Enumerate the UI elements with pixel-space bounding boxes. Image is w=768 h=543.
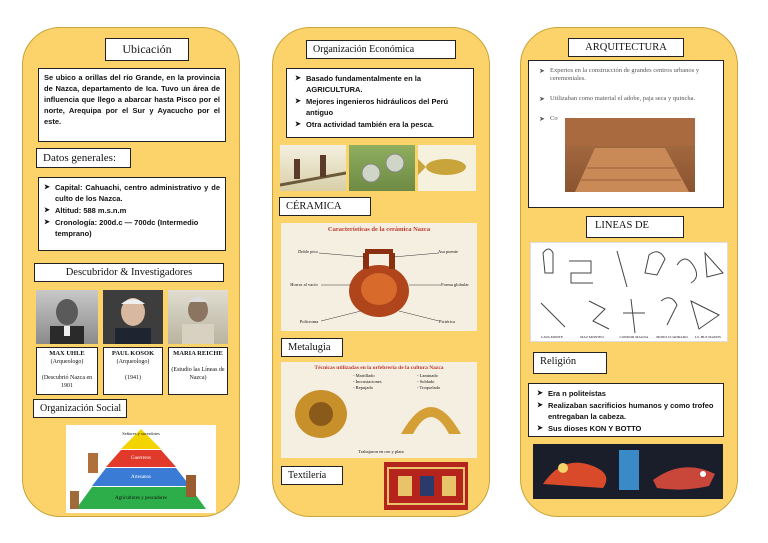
datos-item: ➤ Capital: Cahuachi, centro administrativo y de culto de los Nazca. bbox=[44, 182, 220, 204]
arquitectura-title: ARQUITECTURA bbox=[568, 38, 684, 57]
lineas-caption: MONO CUADRADO bbox=[656, 335, 688, 339]
datos-item: ➤ Cronología: 200d.c — 700dc (Intermedio temprano) bbox=[44, 217, 220, 239]
religion-title: Religión bbox=[533, 352, 607, 374]
ceramica-label: Asa puente bbox=[437, 249, 459, 254]
ceramica-label: Pictórica bbox=[439, 319, 455, 324]
ceramica-label: Doble pico bbox=[298, 249, 318, 254]
arquitectura-item: ➤ Co bbox=[539, 115, 713, 123]
lineas-caption: MAZ MONTEO bbox=[580, 335, 604, 339]
ceramica-label: Forma globular bbox=[441, 282, 469, 287]
lineas-caption: CAVA MONTE bbox=[540, 335, 564, 339]
max-uhle-photo bbox=[36, 290, 98, 344]
datos-box bbox=[38, 177, 226, 251]
metal-technique: - Repujado bbox=[353, 385, 373, 390]
metal-technique: - Laminado bbox=[417, 373, 438, 378]
religion-item: ➤ Sus dioses KON Y BOTTO bbox=[537, 423, 715, 434]
paul-kosok-photo bbox=[103, 290, 163, 344]
economica-title: Organización Económica bbox=[306, 40, 456, 59]
pyramid-level: Guerreros bbox=[131, 456, 151, 461]
ceramica-label: Horror al vacío bbox=[290, 282, 318, 287]
person-role: (Arqueologo) bbox=[50, 359, 84, 365]
metalurgia-title: Metalugia bbox=[281, 338, 343, 357]
lineas-image bbox=[530, 242, 728, 342]
religion-box bbox=[528, 383, 724, 437]
descubridor-title: Descubridor & Investigadores bbox=[34, 263, 224, 282]
economica-box bbox=[286, 68, 474, 138]
religion-item: ➤ Realizaban sacrificios humanos y como trofeo entregaban la cabeza. bbox=[537, 400, 715, 422]
maria-reiche-photo bbox=[168, 290, 228, 344]
ubicacion-title: Ubicación bbox=[105, 38, 189, 61]
agriculture-image bbox=[280, 145, 346, 191]
person-name: MARIA REICHE bbox=[173, 350, 223, 357]
arquitectura-item: ➤ Utilizaban como material el adobe, paja seca y quincha. bbox=[539, 95, 713, 103]
social-title: Organización Social bbox=[33, 399, 127, 418]
person-role: (Arqueologo) bbox=[116, 359, 150, 365]
lineas-title: LINEAS DE bbox=[586, 216, 684, 238]
datos-item: ➤ Altitud: 588 m.s.n.m bbox=[44, 205, 220, 216]
datos-title: Datos generales: bbox=[36, 148, 131, 168]
metal-technique: - Soldado bbox=[417, 379, 435, 384]
caption-maria-reiche bbox=[168, 347, 228, 395]
caption-paul-kosok bbox=[103, 347, 163, 395]
lineas-caption: CONDOR MAGNA bbox=[619, 335, 649, 339]
metal-technique: - Incrustaciones bbox=[353, 379, 382, 384]
ceramica-chart bbox=[281, 223, 477, 331]
metal-label-left bbox=[353, 373, 397, 391]
ubicacion-text: Se ubico a orillas del río Grande, en la provincia de Nazca, departamento de Ica. Tuvo un área de influencia que llego a abarcar hasta Pisco por el norte, Arequipa por el Sur y Ayacucho por el este. bbox=[38, 68, 226, 142]
lineas-caption: LS. BLE MANOS bbox=[695, 335, 721, 339]
person-note: (1941) bbox=[125, 375, 141, 381]
metal-label-right bbox=[417, 373, 457, 391]
ceramica-title: CÉRAMICA bbox=[279, 197, 371, 216]
pyramid-level: Artesanos bbox=[131, 475, 151, 480]
person-note: (Estudio las Líneas de Nazca) bbox=[171, 367, 225, 381]
social-pyramid bbox=[66, 425, 216, 513]
metal-technique: - Martillado bbox=[353, 373, 375, 378]
economica-item: ➤ Basado fundamentalmente en la AGRICULTURA. bbox=[295, 73, 465, 95]
pyramid-photo bbox=[565, 118, 695, 192]
aqueduct-image bbox=[349, 145, 415, 191]
metalurgia-chart bbox=[281, 362, 477, 458]
metal-technique: - Troquelado bbox=[417, 385, 441, 390]
metal-chart-title: Técnicas utilizadas en la orfebrería de la cultura Nazca bbox=[314, 365, 444, 371]
textile-image bbox=[384, 462, 468, 510]
gods-image bbox=[533, 444, 723, 499]
pyramid-level: Agricultores y pescadores bbox=[115, 496, 167, 501]
ceramica-chart-title: Características de la cerámica Nazca bbox=[327, 226, 431, 233]
religion-item: ➤ Era n politeístas bbox=[537, 388, 715, 399]
economica-item: ➤ Mejores ingenieros hidráulicos del Perú antiguo bbox=[295, 96, 465, 118]
textileria-title: Textilería bbox=[281, 466, 343, 485]
person-name: MAX UHLE bbox=[49, 350, 85, 357]
caption-max-uhle bbox=[36, 347, 98, 395]
person-note: (Descubrió Nazca en 1901 bbox=[41, 375, 93, 389]
metal-footer: Trabajaron en oro y plata bbox=[358, 449, 404, 454]
pyramid-level: Señores y sacerdotes bbox=[122, 431, 160, 436]
arquitectura-item: ➤ Expertos en la construcción de grandes centros urbanos y ceremoniales. bbox=[539, 67, 713, 83]
economica-item: ➤ Otra actividad también era la pesca. bbox=[295, 119, 465, 130]
ceramica-label: Policroma bbox=[299, 319, 319, 324]
fishing-image bbox=[418, 145, 476, 191]
person-name: PAUL KOSOK bbox=[111, 350, 155, 357]
